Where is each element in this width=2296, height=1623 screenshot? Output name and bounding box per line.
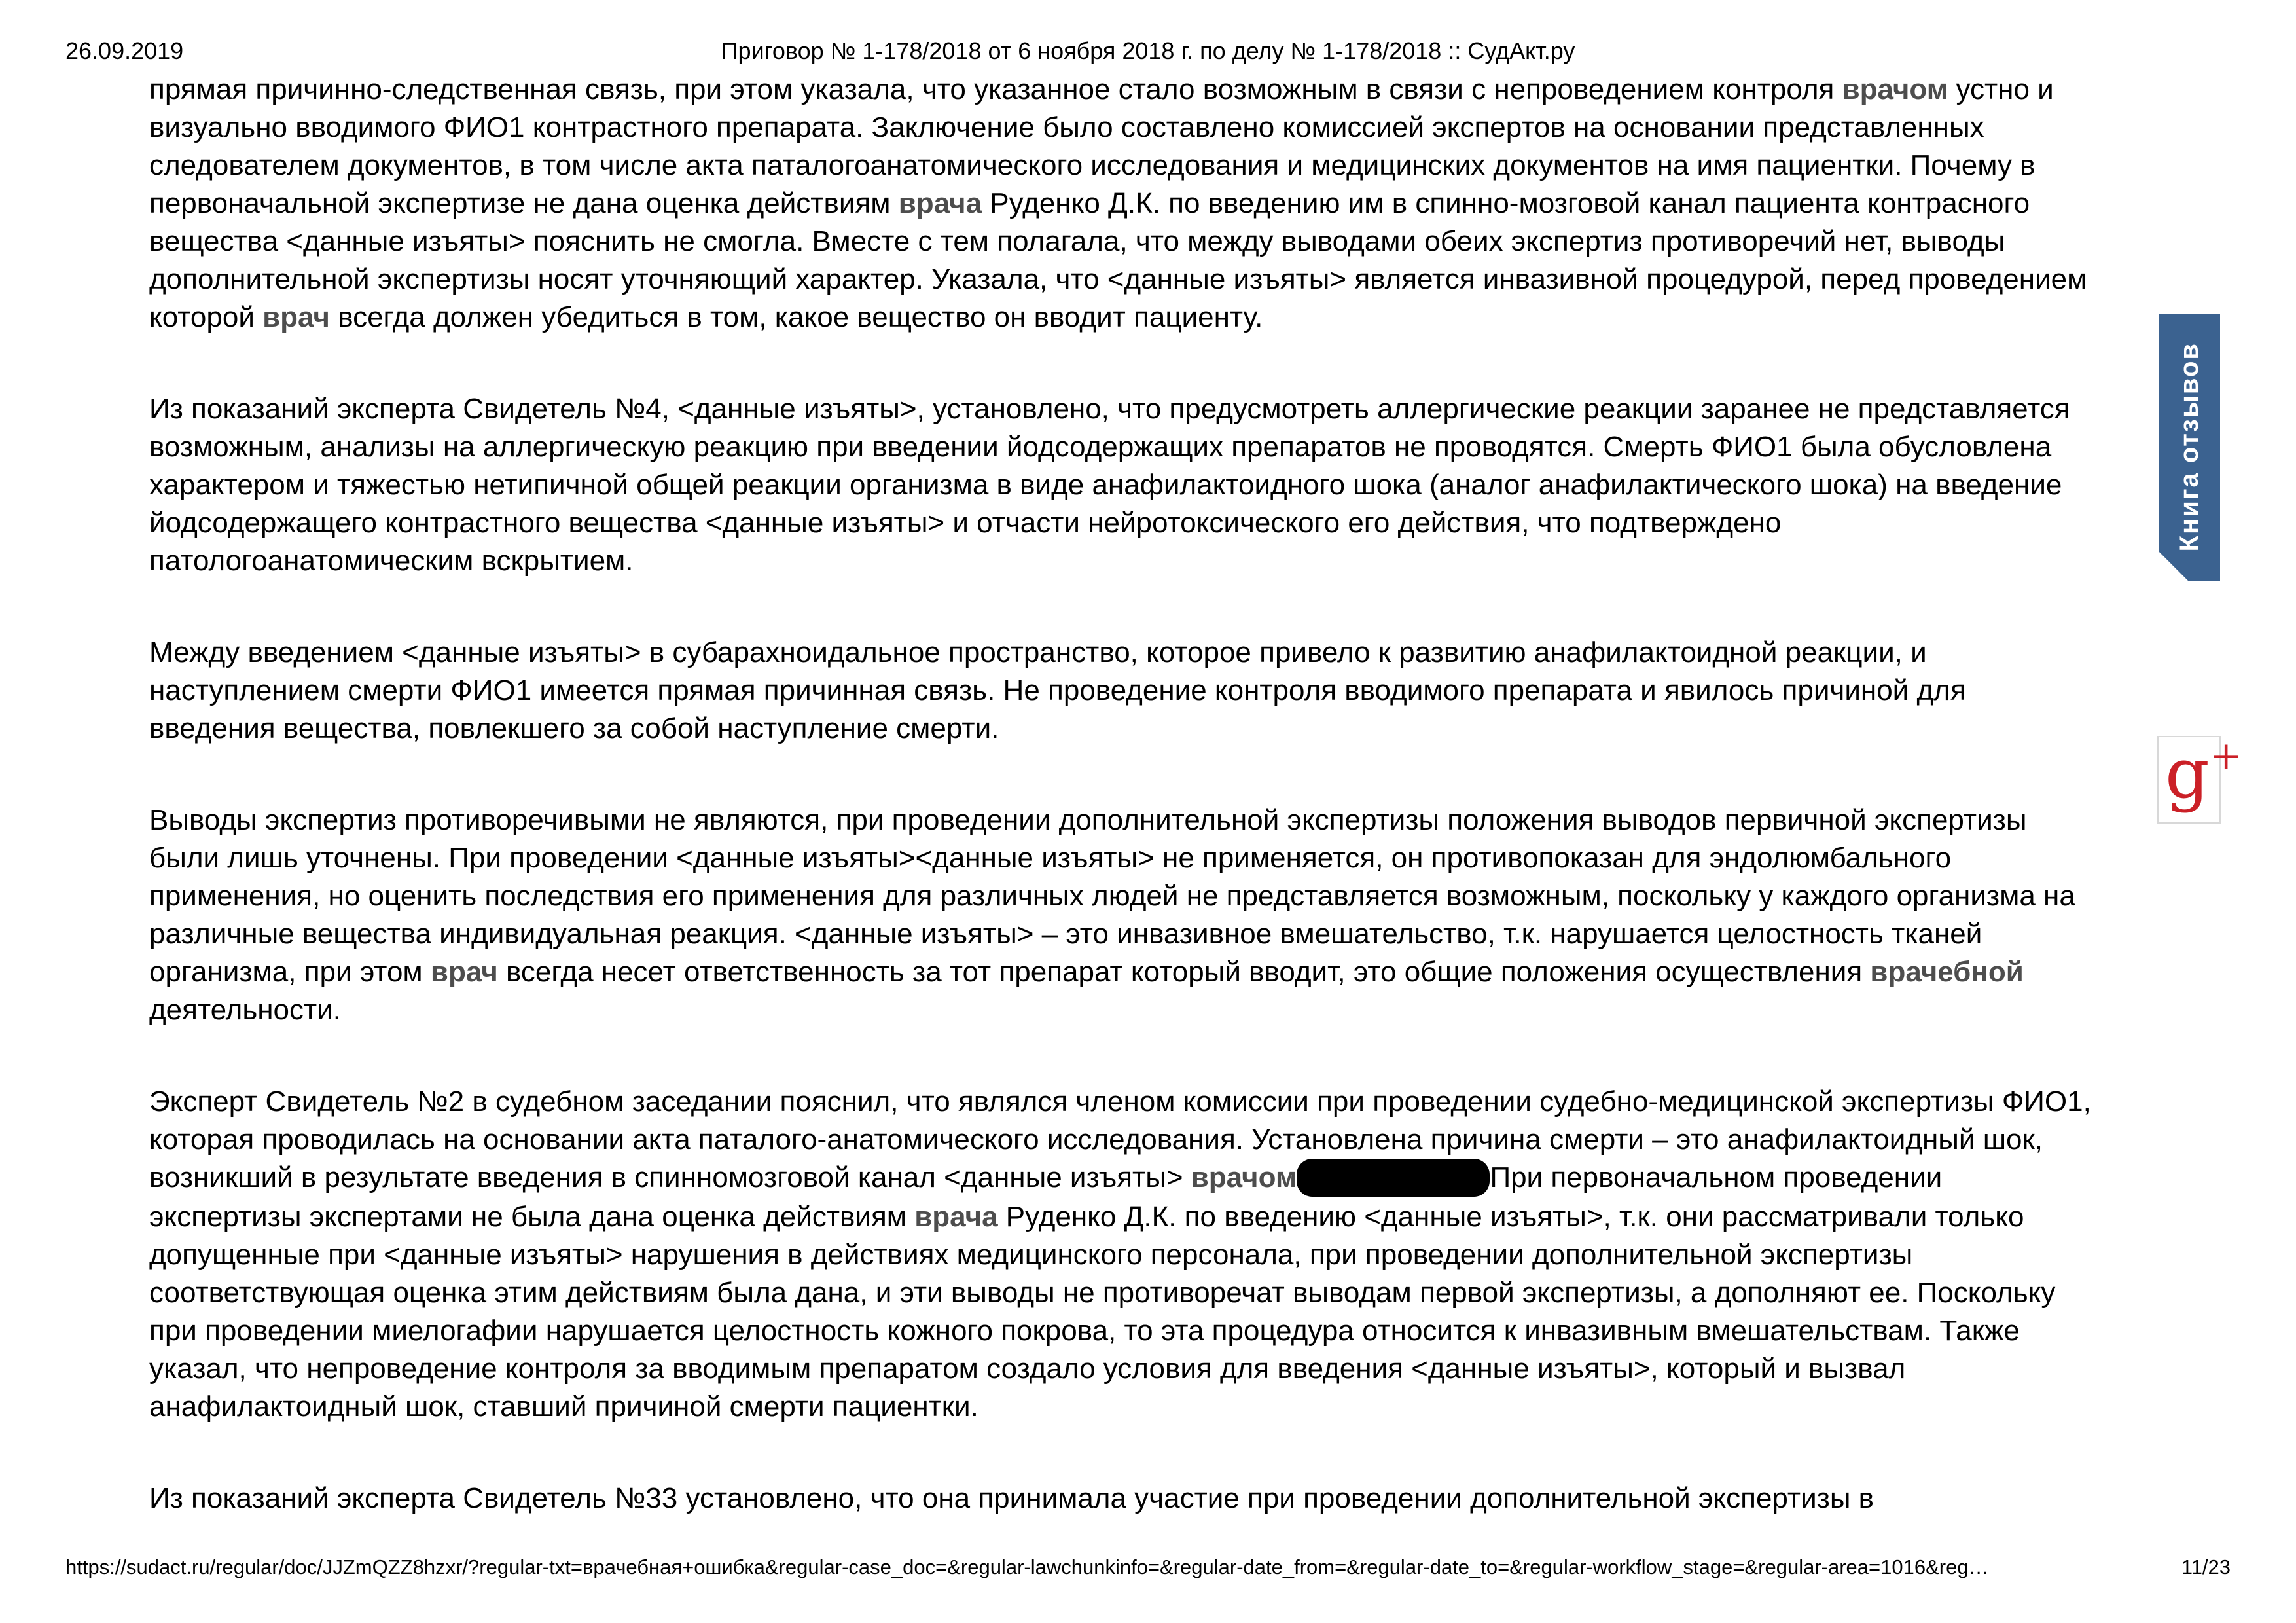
text-run: При первоначальном проведении экспертизы экспертами не была дана оценка действиям (149, 1161, 1943, 1233)
paragraph (149, 1480, 2100, 1518)
text-run: Выводы экспертиз противоречивыми не являются, при проведении дополнительной экспертизы положения выводов первичной экспертизы были лишь уточнены. При проведении <данные изъяты><данные изъяты> не применяется, он противопоказан для эндолюмбального применения, но оценить последствия его применения для различных людей не представляется возможным, поскольку у каждого организма на различные вещества индивидуальная реакция. <данные изъяты> – это инвазивное вмешательство, т.к. нарушается целостность тканей организма, при этом (149, 804, 2075, 988)
text-run: Руденко Д.К. по введению им в спинно-мозговой канал пациента контрасного вещества <данные изъяты> пояснить не смогла. Вместе с тем полагала, что между выводами обеих экспертиз противоречий нет, выводы дополнительной экспертизы носят уточняющий характер. Указала, что <данные изъяты> является инвазивной процедурой, перед проведением которой (149, 187, 2087, 333)
gplus-widget[interactable] (2157, 733, 2242, 824)
search-term-highlight: врачом (1191, 1161, 1297, 1194)
review-tab[interactable] (2159, 314, 2220, 581)
paragraph (149, 634, 2100, 748)
text-run: деятельности. (149, 994, 341, 1026)
print-footer (65, 1554, 2231, 1580)
text-run: всегда несет ответственность за тот препарат который вводит, это общие положения осуществления (497, 956, 1871, 988)
search-term-highlight: врач (262, 301, 330, 333)
paragraph (149, 71, 2100, 337)
google-plus-icon: g+ (2165, 733, 2242, 814)
footer-url: https://sudact.ru/regular/doc/JJZmQZZ8hzxr/?regular-txt=врачебная+ошибка&regular-case_doc=&regular-lawchunkinfo=&regular-date_from=&regular-date_to=&regular-workflow_stage=&regular-area=1016&reg… (65, 1556, 1989, 1578)
page-indicator: 11/23 (2181, 1556, 2231, 1578)
search-term-highlight: врача (914, 1201, 998, 1233)
search-term-highlight: врач (430, 956, 498, 988)
text-run: Эксперт Свидетель №2 в судебном заседании пояснил, что являлся членом комиссии при проведении судебно-медицинской экспертизы ФИО1, которая проводилась на основании акта паталого-анатомического исследования. Установлена причина смерти – это анафилактоидный шок, возникший в результате введения в спинномозговой канал <данные изъяты> (149, 1085, 2091, 1194)
review-tab-label: Книга отзывов (2175, 342, 2204, 552)
paragraph (149, 801, 2100, 1029)
text-run: прямая причинно-следственная связь, при этом указала, что указанное стало возможным в связи с непроведением контроля (149, 73, 1842, 105)
page-title: Приговор № 1-178/2018 от 6 ноября 2018 г. по делу № 1-178/2018 :: СудАкт.ру (721, 37, 1575, 64)
search-term-highlight: врачебной (1870, 956, 2024, 988)
search-term-highlight: врача (898, 187, 982, 219)
paragraph (149, 390, 2100, 580)
text-run: устно и визуально вводимого ФИО1 контрастного препарата. Заключение было составлено комиссией экспертов на основании представленных следователем документов, в том числе акта паталогоанатомического исследования и медицинских документов на имя пациентки. Почему в первоначальной экспертизе не дана оценка действиям (149, 73, 2054, 219)
print-date: 26.09.2019 (65, 37, 184, 64)
text-run: Из показаний эксперта Свидетель №33 установлено, что она принимала участие при проведении дополнительной экспертизы в (149, 1482, 1874, 1515)
text-run: Из показаний эксперта Свидетель №4, <данные изъяты>, установлено, что предусмотреть аллергические реакции заранее не представляется возможным, анализы на аллергическую реакцию при введении йодсодержащих препаратов не проводятся. Смерть ФИО1 была обусловлена характером и тяжестью нетипичной общей реакции организма в виде анафилактоидного шока (аналог анафилактического шока) на введение йодсодержащего контрастного вещества <данные изъяты> и отчасти нейротоксического его действия, что подтверждено патологоанатомическим вскрытием. (149, 393, 2070, 577)
text-run: Руденко Д.К. по введению <данные изъяты>, т.к. они рассматривали только допущенные при <данные изъяты> нарушения в действиях медицинского персонала, при проведении дополнительной экспертизы соответствующая оценка этим действиям была дана, и эти выводы не противоречат выводам первой экспертизы, а дополняют ее. Поскольку при проведении миелогафии нарушается целостность кожного покрова, то эта процедура относится к инвазивным вмешательствам. Также указал, что непроведение контроля за вводимым препаратом создало условия для введения <данные изъяты>, который и вызвал анафилактоидный шок, ставший причиной смерти пациентки. (149, 1201, 2056, 1423)
paragraph (149, 1083, 2100, 1426)
redacted-text (1297, 1159, 1490, 1197)
text-run: Между введением <данные изъяты> в субарахноидальное пространство, которое привело к развитию анафилактоидной реакции, и наступлением смерти ФИО1 имеется прямая причинная связь. Не проведение контроля вводимого препарата и явилось причиной для введения вещества, повлекшего за собой наступление смерти. (149, 636, 1966, 744)
document-body (149, 71, 2100, 1518)
text-run: всегда должен убедиться в том, какое вещество он вводит пациенту. (329, 301, 1263, 333)
search-term-highlight: врачом (1842, 73, 1948, 105)
